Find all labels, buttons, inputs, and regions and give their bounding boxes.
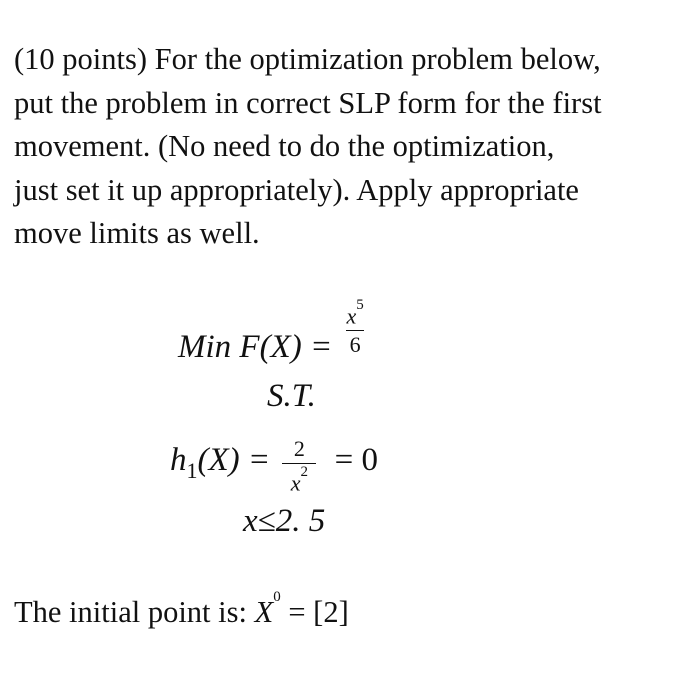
problem-line: movement. (No need to do the optimization, [14, 129, 555, 163]
constraint-rhs: = 0 [334, 441, 379, 478]
objective-denominator: 6 [349, 332, 361, 358]
problem-line: move limits as well. [14, 216, 260, 250]
constraint-h1 [170, 428, 379, 496]
initial-point [14, 588, 349, 630]
initial-point-var: X [254, 595, 274, 629]
problem-line: put the problem in correct SLP form for the first [14, 85, 602, 120]
objective-numerator: $x^5$ [346, 297, 364, 329]
initial-point-value: = [2] [280, 595, 349, 629]
constraint-func: h [170, 441, 187, 478]
constraint-subscript: 1 [186, 457, 198, 483]
fraction-bar [346, 330, 363, 331]
objective-equation [178, 297, 364, 365]
subject-to-label: S.T. [267, 378, 316, 414]
initial-point-text: The initial point is: [14, 595, 255, 629]
fraction-bar [282, 463, 316, 464]
constraint-denominator: $x^2$ [290, 464, 309, 496]
problem-statement [14, 38, 694, 256]
initial-point-superscript: 0 [273, 588, 281, 605]
problem-line: (10 points) For the optimization problem below, [14, 42, 601, 76]
constraint-numerator: 2 [293, 436, 305, 461]
bound-constraint: x≤2. 5 [243, 503, 326, 539]
objective-label: Min F(X) = [178, 328, 333, 365]
problem-line: just set it up appropriately). Apply appropriate [14, 172, 579, 207]
constraint-arg: (X) = [197, 441, 271, 478]
objective-fraction [346, 298, 363, 358]
constraint-fraction [282, 436, 316, 496]
